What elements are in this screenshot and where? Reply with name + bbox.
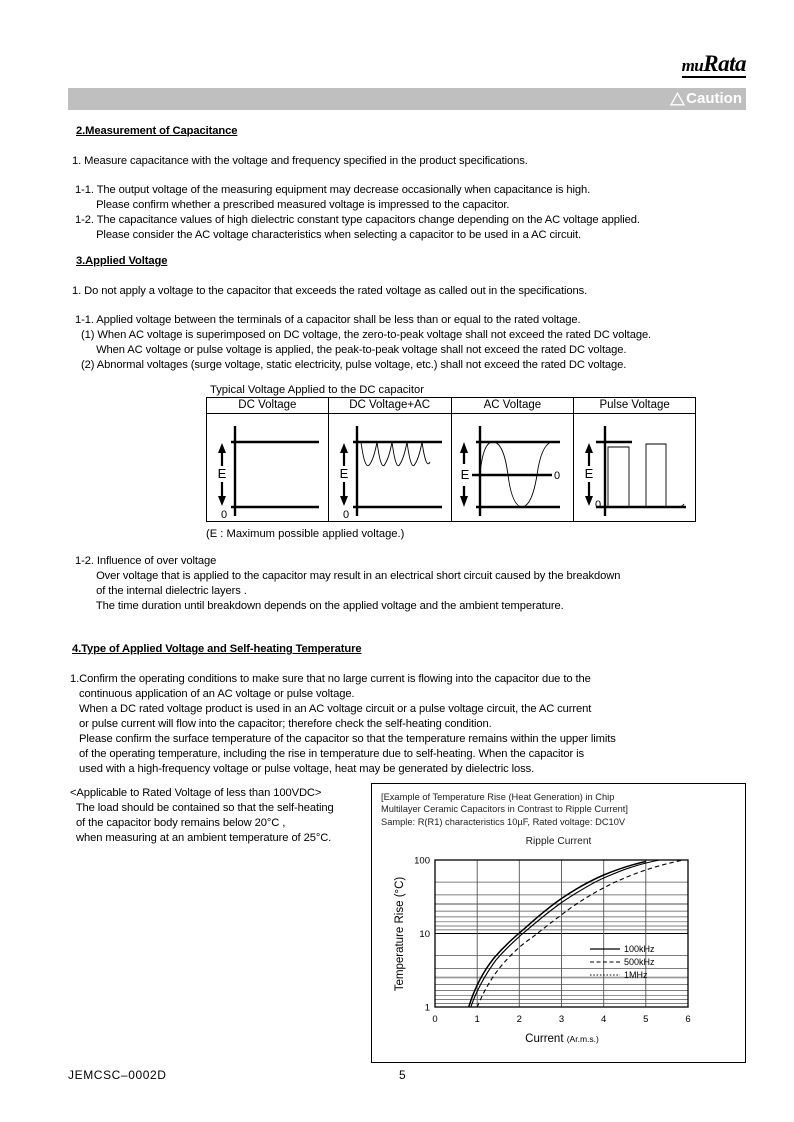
chart-x-axis-label: Current (Ar.m.s.) [525,1033,599,1045]
section-3-sub-1-2-l2: Over voltage that is applied to the capacitor may result in an electrical short circuit caused by the breakdown [72,570,621,582]
section-4-heading: 4.Type of Applied Voltage and Self-heating Temperature [72,643,362,655]
chart-head-line-2: Multilayer Ceramic Capacitors in Contrast to Ripple Current] [381,804,628,815]
section-2-sub-1-1-cont: Please confirm whether a prescribed measured voltage is impressed to the capacitor. [72,199,510,211]
chart-plot-area [372,850,747,1065]
svg-text:0: 0 [432,1014,438,1025]
svg-text:1: 1 [424,1002,430,1014]
legend-label-500kHz: 500kHz [624,957,655,967]
svg-text:2: 2 [516,1014,522,1025]
section-4-line-7: used with a high-frequency voltage or pulse voltage, heat may be generated by dielectric loss. [70,763,535,775]
svg-text:100: 100 [414,855,430,867]
voltage-table-note: (E : Maximum possible applied voltage.) [206,528,405,540]
chart-head-line-3: Sample: R(R1) characteristics 10µF, Rated voltage: DC10V [381,816,626,827]
section-3-sub-1-1-item-2: (2) Abnormal voltages (surge voltage, static electricity, pulse voltage, etc.) shall not exceed the rated DC voltage. [72,359,627,371]
section-4-note-line-1: <Applicable to Rated Voltage of less than 100VDC> [70,787,322,799]
chart-head-line-1: [Example of Temperature Rise (Heat Generation) in Chip [381,792,615,802]
section-4-note-line-3: of the capacitor body remains below 20°C , [70,817,286,829]
section-3-sub-1-1-item-1: (1) When AC voltage is superimposed on DC voltage, the zero-to-peak voltage shall not exceed the rated DC voltage. [72,329,652,341]
chart-legend [590,944,655,980]
section-4-line-1: 1.Confirm the operating conditions to make sure that no large current is flowing into the capacitor due to the [70,673,591,685]
voltage-col-header-dc-ac: DC Voltage+AC [328,398,451,414]
section-2-heading: 2.Measurement of Capacitance [76,125,238,137]
murata-logo [682,52,746,78]
svg-text:E: E [339,466,349,481]
section-3-sub-1-2-l3: of the internal dielectric layers . [72,585,247,597]
svg-text:0: 0 [553,470,560,482]
voltage-table-caption: Typical Voltage Applied to the DC capacitor [210,384,424,396]
section-3-sub-1-2-l4: The time duration until breakdown depends on the applied voltage and the ambient temperature. [72,600,564,612]
waveform-dc-plus-ac [329,414,451,521]
chart-x-tick-labels [432,1014,690,1025]
voltage-col-header-dc: DC Voltage [207,398,329,414]
chart-panel-anchor [68,778,746,1068]
section-2-sub-1-1: 1-1. The output voltage of the measuring equipment may decrease occasionally when capacitance is high. [72,184,591,196]
footer-document-id: JEMCSC–0002D [68,1068,167,1082]
voltage-col-header-pulse: Pulse Voltage [574,398,696,414]
chart-panel-heading [381,791,628,828]
svg-text:3: 3 [558,1014,565,1025]
section-2-sub-1-2: 1-2. The capacitance values of high dielectric constant type capacitors change depending on the AC voltage applied. [72,214,640,226]
section-2-sub-1-2-cont: Please consider the AC voltage characteristics when selecting a capacitor to be used in a AC circuit. [72,229,581,241]
footer-page-number: 5 [399,1068,406,1082]
caution-label-group [670,90,742,108]
logo-rata-text: Rata [703,51,746,76]
voltage-cell-dc [207,414,329,522]
chart-y-axis-label: Temperature Rise (°C) [394,876,406,992]
chart-title: Ripple Current [525,836,592,847]
logo-mu-text: mu [681,56,704,75]
svg-text:0: 0 [342,509,349,521]
svg-text:1: 1 [474,1014,480,1025]
legend-label-100kHz: 100kHz [624,944,655,954]
chart-series-100kHz [469,862,646,1008]
voltage-cell-dc-plus-ac [328,414,451,522]
section-4-line-4: or pulse current will flow into the capacitor; therefore check the self-heating condition. [70,718,492,730]
svg-text:10: 10 [419,929,430,940]
voltage-cell-pulse [574,414,696,522]
voltage-table-header-row [207,398,696,414]
svg-text:5: 5 [643,1014,649,1025]
section-2-paragraph-1: 1. Measure capacitance with the voltage and frequency specified in the product specifications. [72,155,528,167]
section-4-note-line-4: when measuring at an ambient temperature of 25°C. [70,832,332,844]
section-3-sub-1-1: 1-1. Applied voltage between the terminals of a capacitor shall be less than or equal to the rated voltage. [72,314,581,326]
section-4-note-line-2: The load should be contained so that the self-heating [70,802,334,814]
waveform-ac [452,414,574,521]
caution-banner [68,88,746,110]
chart-y-tick-labels [414,856,430,1014]
typical-voltage-table [206,397,696,522]
section-4-line-3: When a DC rated voltage product is used in an AC voltage circuit or a pulse voltage circuit, the AC current [70,703,592,715]
section-3-sub-1-2: 1-2. Influence of over voltage [72,555,217,567]
section-4-line-6: of the operating temperature, including the rise in temperature due to self-heating. When the capacitor is [70,748,584,760]
legend-label-1MHz: 1MHz [624,970,648,980]
section-4-line-5: Please confirm the surface temperature of the capacitor so that the temperature remains within the upper limits [70,733,616,745]
waveform-dc [207,414,328,521]
caution-text: Caution [686,90,742,107]
section-3-heading: 3.Applied Voltage [76,255,168,267]
svg-text:E: E [460,467,469,482]
waveform-pulse [574,414,695,521]
voltage-cell-ac [451,414,574,522]
svg-text:4: 4 [601,1014,607,1025]
temperature-rise-chart-panel [371,783,746,1063]
warning-triangle-icon [670,92,685,106]
voltage-table-waveform-row [207,414,696,522]
section-3-paragraph-1: 1. Do not apply a voltage to the capacitor that exceeds the rated voltage as called out in the specifications. [72,285,588,297]
dc-zero-label: 0 [220,509,228,521]
dc-e-label: E [217,466,227,481]
voltage-col-header-ac: AC Voltage [451,398,574,414]
section-4-line-2: continuous application of an AC voltage or pulse voltage. [70,688,355,700]
svg-text:6: 6 [685,1014,691,1025]
svg-text:0: 0 [595,499,602,511]
svg-text:E: E [584,466,594,481]
section-3-sub-1-1-item-1-cont: When AC voltage or pulse voltage is applied, the peak-to-peak voltage shall not exceed the rated DC voltage. [72,344,627,356]
